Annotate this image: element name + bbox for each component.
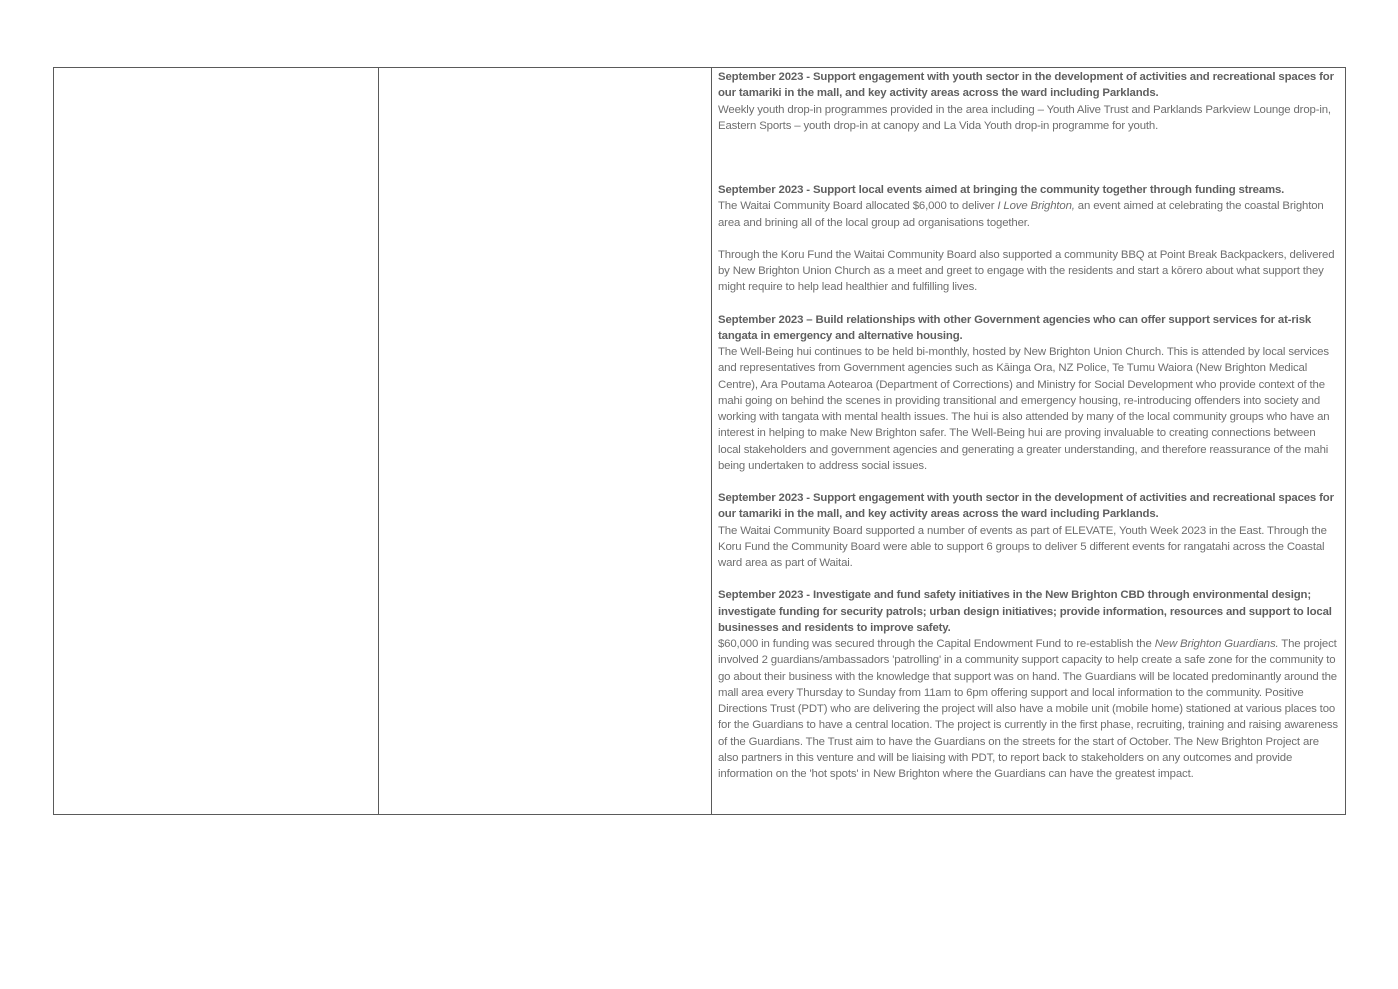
update-entry-youth-engagement xyxy=(718,69,1340,134)
table-column-updates xyxy=(712,68,1345,814)
table-column-empty-1 xyxy=(54,68,379,814)
update-entry-safety-initiatives xyxy=(718,587,1340,782)
update-entry-local-events xyxy=(718,182,1340,296)
entry-heading: September 2023 - Investigate and fund safety initiatives in the New Brighton CBD through environmental design; investigate funding for security patrols; urban design initiatives; provide information, resources and support to local businesses and residents to improve safety. xyxy=(718,589,1332,634)
entry-body: $60,000 in funding was secured through the Capital Endowment Fund to re-establish the New Brighton Guardians. The project involved 2 guardians/ambassadors 'patrolling' in a community support capacity to help create a safe zone for the community to go about their business with the knowledge that support was on hand. The Guardians will be located predominantly around the mall area every Thursday to Sunday from 11am to 6pm offering support and local information to the community. Positive Directions Trust (PDT) who are delivering the project will also have a mobile unit (mobile home) stationed at various places too for the Guardians to have a central location. The project is currently in the first phase, recruiting, training and raising awareness of the Guardians. The Trust aim to have the Guardians on the streets for the start of October. The New Brighton Project are also partners in this venture and will be liaising with PDT, to report back to stakeholders on any outcomes and provide information on the 'hot spots' in New Brighton where the Guardians can have the greatest impact. xyxy=(718,638,1338,780)
entry-body: The Well-Being hui continues to be held bi-monthly, hosted by New Brighton Union Church. This is attended by local services and representatives from Government agencies such as Kāinga Ora, NZ Police, Te Tumu Waiora (New Brighton Medical Centre), Ara Poutama Aotearoa (Department of Corrections) and Ministry for Social Development who provide context of the mahi going on behind the scenes in providing transitional and emergency housing, re-introducing offenders into society and working with tangata with mental health issues. The hui is also attended by many of the local community groups who have an interest in helping to make New Brighton safer. The Well-Being hui are proving invaluable to creating connections between local stakeholders and government agencies and generating a greater understanding, and therefore reassurance of the mahi being undertaken to address social issues. xyxy=(718,346,1330,472)
report-table xyxy=(53,67,1346,815)
entry-body: The Waitai Community Board allocated $6,000 to deliver I Love Brighton, an event aimed at celebrating the coastal Brighton area and brining all of the local group ad organisations together. xyxy=(718,200,1324,229)
update-entry-youth-week xyxy=(718,490,1340,571)
update-entry-government-agencies xyxy=(718,312,1340,475)
entry-heading: September 2023 - Support engagement with youth sector in the development of activities and recreational spaces for our tamariki in the mall, and key activity areas across the ward including Parklands. xyxy=(718,71,1334,100)
project-name: New Brighton Guardians. xyxy=(1154,638,1279,650)
entry-body: Weekly youth drop-in programmes provided in the area including – Youth Alive Trust and Parklands Parkview Lounge drop-in, Eastern Sports – youth drop-in at canopy and La Vida Youth drop-in programme for youth. xyxy=(718,103,1331,132)
entry-heading: September 2023 - Support engagement with youth sector in the development of activities and recreational spaces for our tamariki in the mall, and key activity areas across the ward including Parklands. xyxy=(718,492,1334,521)
entry-heading: September 2023 - Support local events aimed at bringing the community together through funding streams. xyxy=(718,184,1285,196)
table-column-empty-2 xyxy=(379,68,712,814)
entry-heading: September 2023 – Build relationships with other Government agencies who can offer support services for at-risk tangata in emergency and alternative housing. xyxy=(718,313,1312,342)
entry-body: The Waitai Community Board supported a number of events as part of ELEVATE, Youth Week 2023 in the East. Through the Koru Fund the Community Board were able to support 6 groups to deliver 5 different events for rangatahi across the Coastal ward area as part of Waitai. xyxy=(718,524,1327,569)
event-name: I Love Brighton, xyxy=(997,200,1075,213)
entry-body-extra: Through the Koru Fund the Waitai Community Board also supported a community BBQ at Point Break Backpackers, delivered by New Brighton Union Church as a meet and greet to engage with the residents and start a kōrero about what support they might require to help lead healthier and fulfilling lives. xyxy=(718,248,1335,294)
